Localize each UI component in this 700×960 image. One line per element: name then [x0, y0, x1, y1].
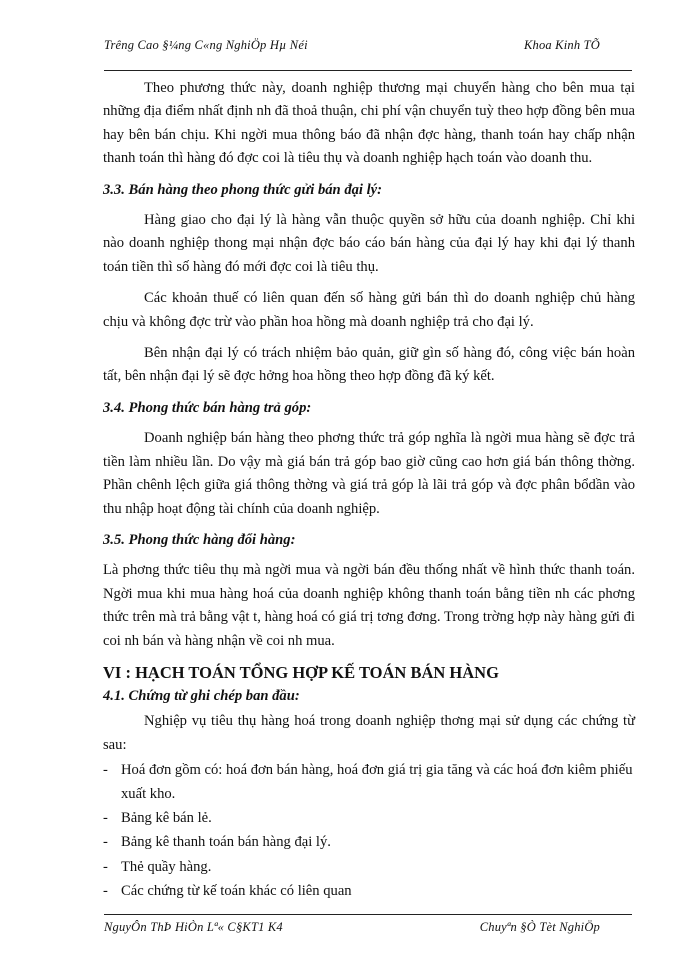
paragraph-4: Bên nhận đại lý có trách nhiệm bảo quản, giữ gìn số hàng đó, công việc bán hoàn tất, bên nhận đại lý sẽ đợc hởng hoa hồng theo hợp đồng đã ký kết. — [103, 345, 635, 385]
document-list — [103, 759, 635, 903]
list-item: - Thẻ quầy hàng. — [103, 858, 212, 875]
paragraph-6: Là phơng thức tiêu thụ mà ngời mua và ngời bán đều thống nhất về hình thức thanh toán. Ngời mua khi mua hàng hoá của doanh nghiệp không thanh toán bằng tiền nh các phơng thức trên mà trả bằng vật t, hàng hoá có giá trị tơng đơng. Trong trờng hợp này hàng gửi đi coi nh bán và hàng nhận về coi nh mua. — [103, 562, 635, 649]
footer-title: Chuyªn §Ò Tèt NghiÖp — [479, 920, 600, 934]
header-rule — [104, 70, 632, 71]
paragraph-1: Theo phương thức này, doanh nghiệp thương mại chuyển hàng cho bên mua tại những địa điểm nhất định nh đã thoả thuận, chi phí vận chuyển tuỳ theo hợp đồng bên mua hay bên bán chịu. Khi ngời mua thông báo đã nhận đợc hàng, thanh toán hay chấp nhận thanh toán thì hàng đó đợc coi là tiêu thụ và doanh nghiệp hạch toán vào doanh thu. — [103, 80, 635, 167]
heading-3-5: 3.5. Phong thức hàng đổi hàng: — [103, 531, 296, 548]
paragraph-7: Nghiệp vụ tiêu thụ hàng hoá trong doanh nghiệp thơng mại sử dụng các chứng từ sau: — [103, 713, 635, 753]
document-body — [103, 77, 635, 905]
heading-3-4: 3.4. Phong thức bán hàng trả góp: — [103, 399, 312, 416]
header-school: Trêng Cao §¼ng C«ng NghiÖp Hµ Néi — [104, 38, 308, 52]
section-heading-vi: VI : HẠCH TOÁN TỔNG HỢP KẾ TOÁN BÁN HÀNG — [103, 662, 499, 682]
footer-author: NguyÔn ThÞ HiÒn Lª« C§KT1 K4 — [104, 920, 283, 934]
paragraph-2: Hàng giao cho đại lý là hàng vẫn thuộc quyền sở hữu của doanh nghiệp. Chỉ khi nào doanh nghiệp thong mại nhận đợc báo cáo bán hàng của đại lý hay khi đại lý thanh toán tiền thì số hàng đó mới đợc coi là tiêu thụ. — [103, 212, 635, 275]
paragraph-5: Doanh nghiệp bán hàng theo phơng thức trả góp nghĩa là ngời mua hàng sẽ đợc trả tiền làm nhiều lần. Do vậy mà giá bán trả góp bao giờ cũng cao hơn giá bán thông thờng. Phần chênh lệch giữa giá thông thờng và giá trả góp là lãi trả góp và đợc phân bổdần vào thu nhập hoạt động tài chính của doanh nghiệp. — [103, 430, 635, 517]
page-header — [104, 38, 630, 54]
header-faculty: Khoa Kinh TÕ — [523, 38, 600, 52]
page-footer — [104, 920, 630, 936]
list-item: - Hoá đơn gồm có: hoá đơn bán hàng, hoá đơn giá trị gia tăng và các hoá đơn kiêm phiếu xuất kho. — [103, 762, 633, 802]
heading-4-1: 4.1. Chứng từ ghi chép ban đầu: — [103, 687, 300, 704]
list-item: - Bảng kê thanh toán bán hàng đại lý. — [103, 834, 331, 851]
heading-3-3: 3.3. Bán hàng theo phong thức gửi bán đại lý: — [103, 181, 383, 198]
footer-rule — [104, 914, 632, 915]
paragraph-3: Các khoản thuế có liên quan đến số hàng gửi bán thì do doanh nghiệp chủ hàng chịu và không đợc trừ vào phần hoa hồng mà doanh nghiệp trả cho đại lý. — [103, 290, 635, 330]
list-item: - Bảng kê bán lẻ. — [103, 809, 212, 826]
list-item: - Các chứng từ kế toán khác có liên quan — [103, 883, 352, 900]
